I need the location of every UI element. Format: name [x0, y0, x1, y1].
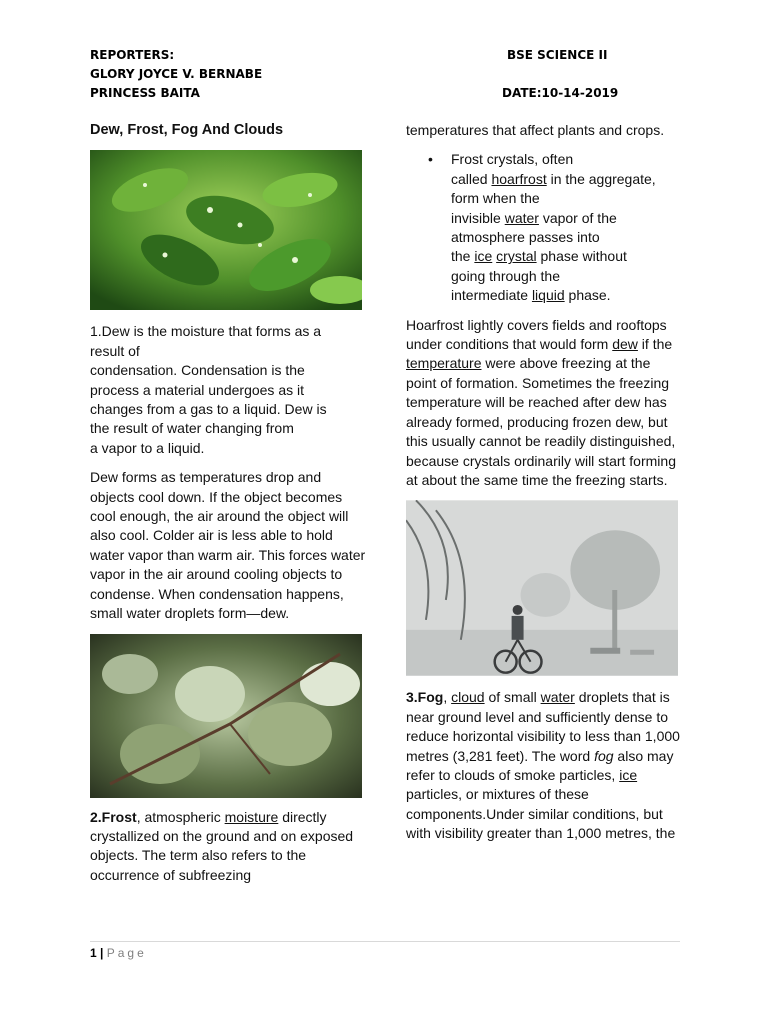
ice-link[interactable]: ice	[474, 248, 493, 265]
frost-text-a: , atmospheric	[136, 808, 225, 825]
page-number: 1	[90, 946, 97, 960]
bullet-line-7: going through the	[451, 267, 560, 284]
dew-para-line-1: 1.Dew is the moisture that forms as a	[90, 323, 322, 340]
dew-para-line-7: a vapor to a liquid.	[90, 439, 205, 456]
reporter-name-2: PRINCESS BAITA	[90, 86, 200, 100]
temperature-link[interactable]: temperature	[406, 355, 482, 372]
fog-italic-word: fog	[594, 747, 614, 764]
dew-leaves-photo	[90, 150, 362, 310]
dew-para-line-4: process a material undergoes as it	[90, 381, 304, 398]
left-column	[90, 121, 368, 895]
frost-leaves-photo	[90, 634, 362, 798]
bullet-marker: •	[428, 151, 433, 168]
fog-cyclist-photo	[406, 500, 678, 676]
footer-divider	[90, 941, 680, 942]
document-title: Dew, Frost, Fog And Clouds	[90, 122, 284, 138]
dew-para-line-2: result of	[90, 342, 140, 359]
hoar-text-c: were above freezing at the point of formation. Sometimes the freezing temperature will be reached after dew has already formed, producing frozen dew, but this usually cannot be readily distinguished, because crystals ordinarily will start forming at about the same time the freezing starts.	[406, 355, 676, 488]
bullet-line-4-a: invisible	[451, 209, 505, 226]
frost-crystals-bullet	[406, 150, 682, 305]
fog-text-a: ,	[443, 689, 452, 706]
bullet-line-3: form when the	[451, 190, 540, 207]
fog-ice-link[interactable]: ice	[619, 766, 638, 783]
dew-link[interactable]: dew	[612, 336, 638, 353]
page-separator: |	[96, 946, 107, 960]
hoarfrost-link[interactable]: hoarfrost	[491, 170, 547, 187]
fog-water-link[interactable]: water	[540, 689, 575, 706]
fog-text-b: of small	[484, 689, 541, 706]
bullet-line-8-b: phase.	[564, 287, 611, 304]
date-label: DATE:10-14-2019	[502, 86, 619, 100]
bullet-line-2-a: called	[451, 170, 492, 187]
dew-para-line-6: the result of water changing from	[90, 420, 294, 437]
bullet-line-6-a: the	[451, 248, 475, 265]
bullet-line-4-b: vapor of the	[538, 209, 617, 226]
crystal-link[interactable]: crystal	[496, 248, 537, 265]
moisture-link[interactable]: moisture	[224, 808, 279, 825]
frost-continued-paragraph: temperatures that affect plants and crops.	[406, 122, 665, 138]
fog-text-d: also may refer to clouds of smoke particles,	[406, 747, 674, 783]
dew-para-line-5: changes from a gas to a liquid. Dew is	[90, 401, 327, 418]
fog-text-e: particles, or mixtures of these components.Under similar conditions, but with visibility greater than 1,000 metres, the	[406, 786, 676, 842]
hoar-text-a: Hoarfrost lightly covers fields and rooftops under conditions that would form	[406, 316, 667, 353]
bullet-line-2-b: in the aggregate,	[546, 170, 656, 187]
cloud-link[interactable]: cloud	[451, 689, 485, 706]
frost-text-b: directly crystallized on the ground and on exposed objects. The term also refers to the occurrence of subfreezing	[90, 808, 354, 883]
fog-text-c: droplets that is near ground level and sufficiently dense to reduce horizontal visibility to less than 1,000 metres (3,281 feet). The word	[406, 689, 680, 764]
bullet-line-1: Frost crystals, often	[451, 151, 574, 168]
hoar-text-b: if the	[637, 336, 673, 353]
hoarfrost-paragraph	[406, 316, 682, 491]
bullet-line-6-b: phase without	[536, 248, 627, 265]
fog-heading: 3.Fog	[406, 689, 444, 706]
dew-para-line-3: condensation. Condensation is the	[90, 362, 305, 379]
fog-paragraph	[406, 688, 682, 843]
water-link[interactable]: water	[504, 209, 539, 226]
course-label: BSE SCIENCE II	[507, 48, 608, 62]
liquid-link[interactable]: liquid	[531, 287, 565, 304]
page-word: Page	[106, 946, 147, 960]
bullet-line-8-a: intermediate	[451, 287, 532, 304]
dew-forms-paragraph: Dew forms as temperatures drop and objects cool down. If the object becomes cool enough, the air around the object will also cool. Colder air is less able to hold water vapor than warm air. This forces water vapor in the air around cooling objects to condense. When condensation happens, small water droplets form—dew.	[90, 469, 366, 622]
reporters-label: REPORTERS:	[90, 48, 175, 62]
right-column	[406, 121, 682, 854]
frost-heading: 2.Frost	[90, 808, 137, 825]
bullet-line-5: atmosphere passes into	[451, 229, 600, 246]
reporter-name-1: GLORY JOYCE V. BERNABE	[90, 67, 263, 81]
page-footer	[90, 946, 147, 960]
